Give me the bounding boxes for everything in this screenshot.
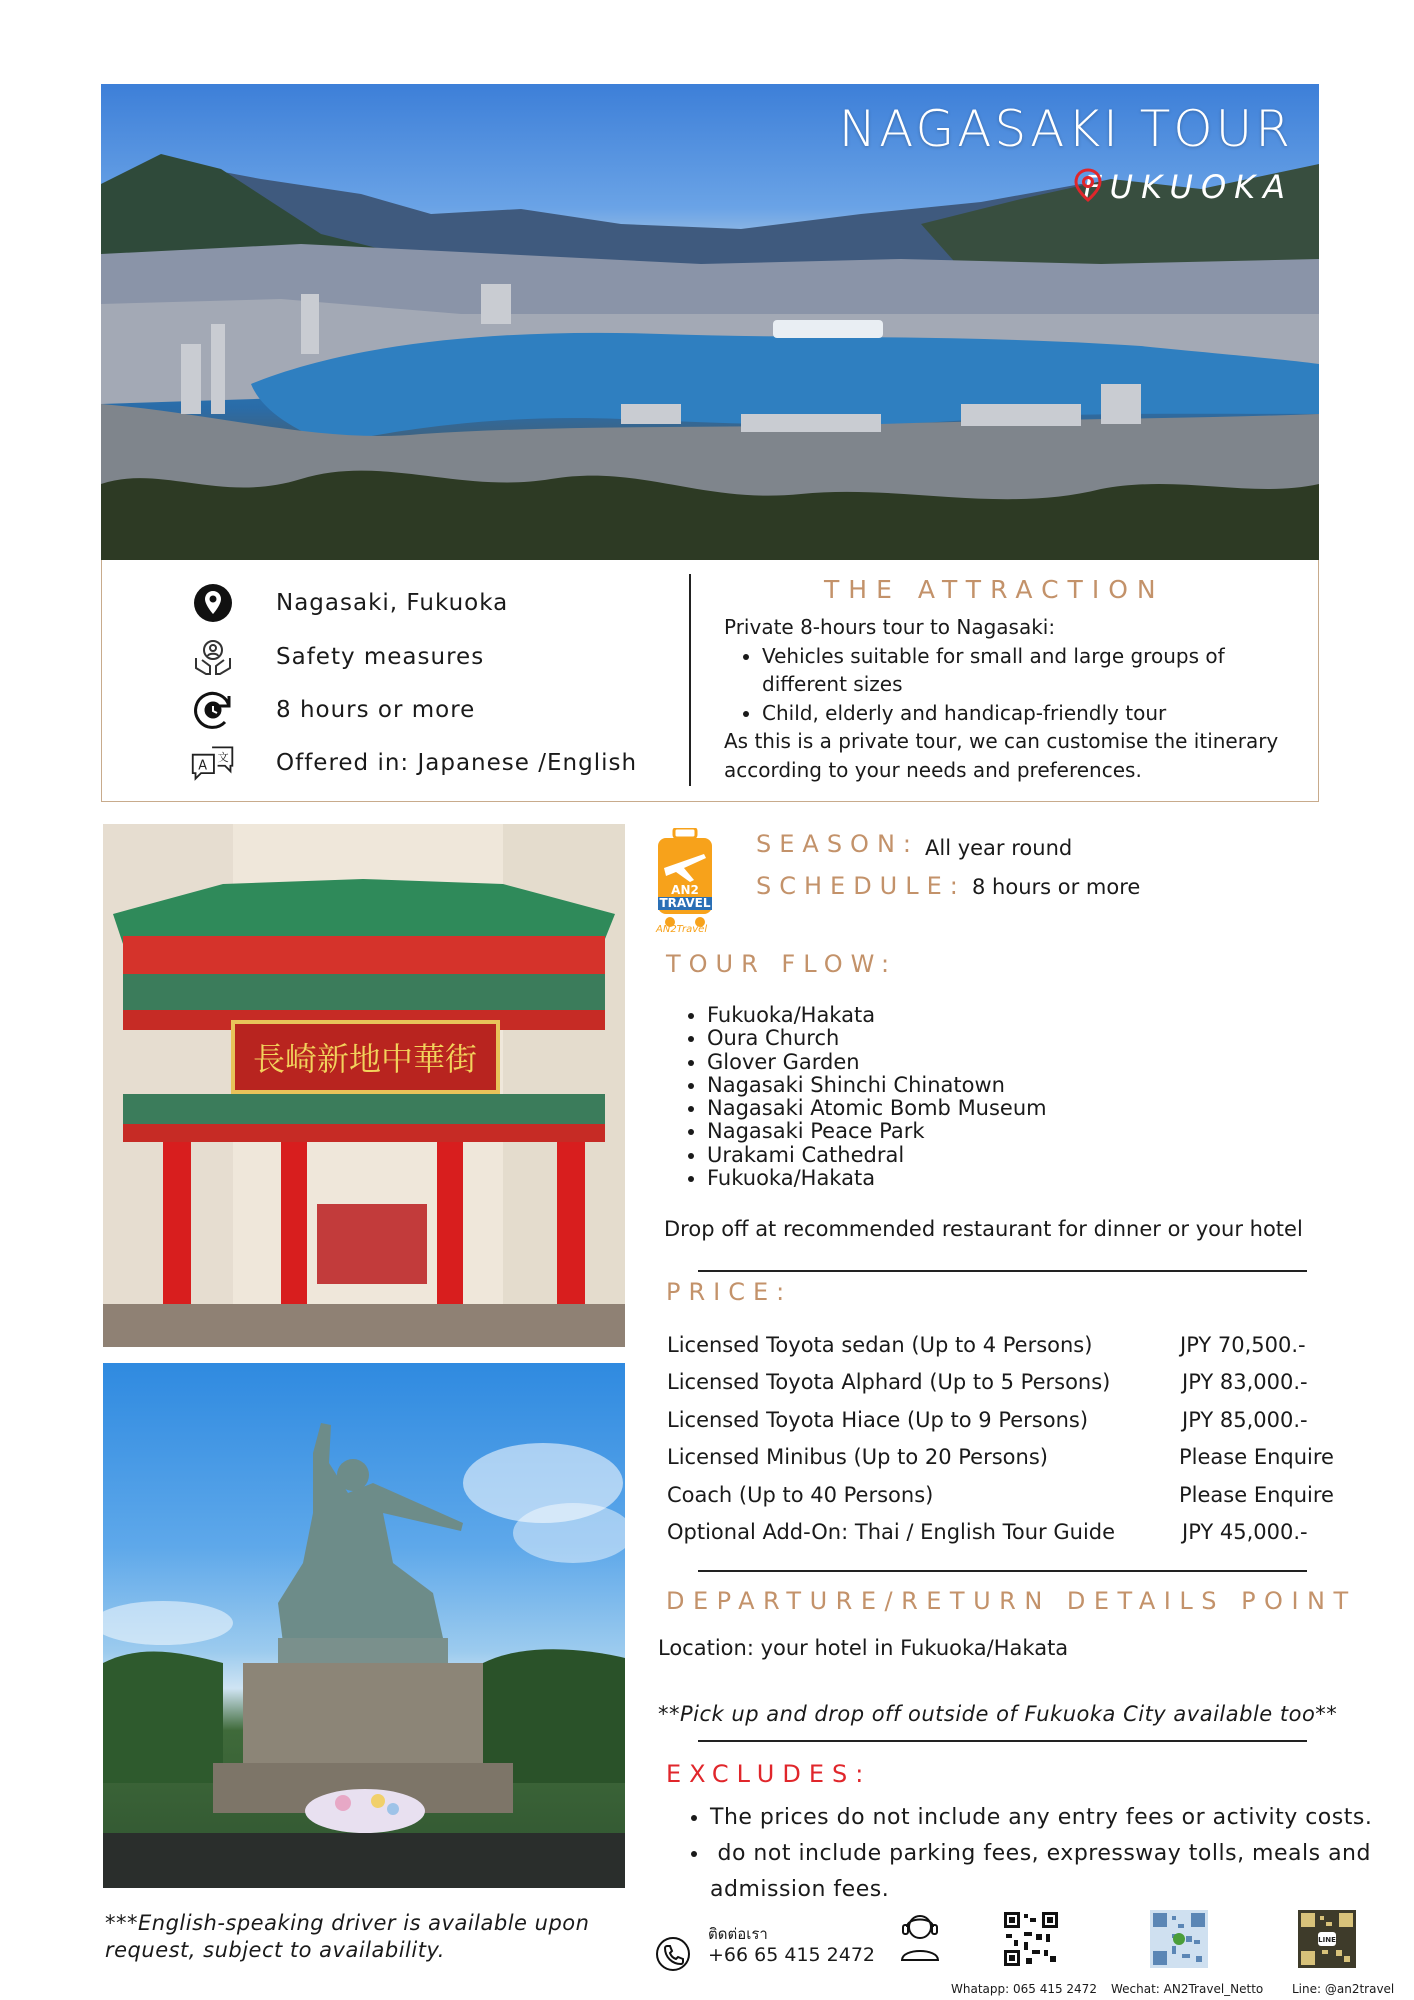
location-pin-icon xyxy=(190,580,236,626)
departure-label: DEPARTURE/RETURN DETAILS POINT xyxy=(666,1587,1357,1615)
price-amount: JPY 70,500.- xyxy=(1180,1333,1306,1357)
tour-region xyxy=(1073,168,1293,206)
attraction-bullet: • Vehicles suitable for small and large groups of different sizes xyxy=(762,642,1304,699)
phone-icon xyxy=(655,1936,691,1976)
schedule-value: 8 hours or more xyxy=(972,875,1141,899)
price-item: Optional Add-On: Thai / English Tour Guide xyxy=(667,1520,1116,1544)
price-row xyxy=(667,1445,1367,1469)
chinatown-sign-text: 長崎新地中華街 xyxy=(252,1040,478,1078)
price-row xyxy=(667,1408,1367,1432)
info-safety xyxy=(190,634,484,680)
wechat-label: Wechat: AN2Travel_Netto xyxy=(1111,1982,1264,1996)
attraction-bullets xyxy=(724,642,1304,728)
support-agent-icon xyxy=(898,1910,942,1966)
price-row xyxy=(667,1483,1367,1507)
price-item: Licensed Minibus (Up to 20 Persons) xyxy=(667,1445,1048,1469)
season-label: SEASON: xyxy=(756,830,919,858)
logo-line1: AN2 xyxy=(671,883,699,897)
price-amount: Please Enquire xyxy=(1179,1445,1334,1469)
whatsapp-label: Whatapp: 065 415 2472 xyxy=(951,1982,1097,1996)
logo-text xyxy=(659,883,711,910)
contact-phone[interactable]: +66 65 415 2472 xyxy=(708,1944,876,1966)
attraction-intro: Private 8-hours tour to Nagasaki: xyxy=(724,615,1056,639)
tour-stop: • Nagasaki Atomic Bomb Museum xyxy=(707,1097,1047,1120)
svg-text:A: A xyxy=(198,758,209,774)
clock-icon xyxy=(190,687,236,733)
chinatown-gate-photo xyxy=(103,824,625,1347)
price-amount: JPY 85,000.- xyxy=(1182,1408,1308,1432)
divider xyxy=(698,1740,1307,1742)
tour-stop: • Fukuoka/Hakata xyxy=(707,1004,1047,1027)
schedule-label: SCHEDULE: xyxy=(756,872,966,900)
price-label: PRICE: xyxy=(666,1278,793,1306)
departure-note: **Pick up and drop off outside of Fukuoka City available too** xyxy=(658,1702,1338,1726)
divider xyxy=(698,1270,1307,1272)
tour-stop: • Oura Church xyxy=(707,1027,1047,1050)
svg-text:LINE: LINE xyxy=(1318,1936,1336,1944)
tour-stop: • Nagasaki Shinchi Chinatown xyxy=(707,1074,1047,1097)
an2-travel-logo xyxy=(654,828,716,938)
price-amount: Please Enquire xyxy=(1179,1483,1334,1507)
peace-statue-photo xyxy=(103,1363,625,1888)
info-duration xyxy=(190,687,475,733)
price-item: Coach (Up to 40 Persons) xyxy=(667,1483,934,1507)
dropoff-text: Drop off at recommended restaurant for dinner or your hotel xyxy=(664,1217,1303,1241)
line-qr-code[interactable] xyxy=(1298,1910,1356,1968)
tour-stop: • Fukuoka/Hakata xyxy=(707,1167,1047,1190)
attraction-bullet: • Child, elderly and handicap-friendly tour xyxy=(762,699,1304,728)
tour-stop: • Glover Garden xyxy=(707,1051,1047,1074)
exclude-item: • do not include parking fees, expressway tolls, meals and admission fees. xyxy=(710,1836,1414,1908)
info-divider xyxy=(689,574,691,786)
tour-stop: • Urakami Cathedral xyxy=(707,1144,1047,1167)
safety-hands-icon xyxy=(190,634,236,680)
price-item: Licensed Toyota sedan (Up to 4 Persons) xyxy=(667,1333,1093,1357)
price-amount: JPY 83,000.- xyxy=(1182,1370,1308,1394)
language-icon xyxy=(190,740,236,786)
attraction-outro: As this is a private tour, we can customise the itinerary according to your needs and preferences. xyxy=(724,729,1279,782)
info-location xyxy=(190,580,508,626)
excludes-list xyxy=(676,1800,1414,1908)
svg-text:文: 文 xyxy=(217,751,230,765)
tour-flow-label: TOUR FLOW: xyxy=(666,950,898,978)
info-location-label: Nagasaki, Fukuoka xyxy=(276,590,509,616)
season-value: All year round xyxy=(925,836,1073,860)
tour-flow-list xyxy=(667,1004,1047,1190)
line-label: Line: @an2travel xyxy=(1292,1982,1395,1996)
region-label: FUKUOKA xyxy=(1083,168,1293,206)
price-row xyxy=(667,1370,1367,1394)
tour-title: NAGASAKI TOUR xyxy=(838,100,1293,158)
info-box xyxy=(101,560,1319,802)
tour-stop: • Nagasaki Peace Park xyxy=(707,1120,1047,1143)
price-row xyxy=(667,1333,1367,1357)
exclude-item: • The prices do not include any entry fees or activity costs. xyxy=(710,1800,1414,1836)
attraction-text xyxy=(724,613,1304,784)
contact-label: ติดต่อเรา xyxy=(708,1925,768,1943)
info-language xyxy=(190,740,637,786)
wechat-qr-code[interactable] xyxy=(1150,1910,1208,1968)
excludes-label: EXCLUDES: xyxy=(666,1760,872,1788)
divider xyxy=(698,1570,1307,1572)
attraction-title: THE ATTRACTION xyxy=(824,575,1165,604)
driver-note: ***English-speaking driver is available upon request, subject to availability. xyxy=(105,1911,590,1962)
price-item: Licensed Toyota Hiace (Up to 9 Persons) xyxy=(667,1408,1089,1432)
departure-location: Location: your hotel in Fukuoka/Hakata xyxy=(658,1636,1069,1660)
info-safety-label: Safety measures xyxy=(276,644,485,670)
hero-banner xyxy=(101,84,1319,560)
whatsapp-qr-code[interactable] xyxy=(1002,1910,1060,1968)
price-row xyxy=(667,1520,1367,1544)
price-item: Licensed Toyota Alphard (Up to 5 Persons) xyxy=(667,1370,1111,1394)
price-amount: JPY 45,000.- xyxy=(1182,1520,1308,1544)
info-language-label: Offered in: Japanese /English xyxy=(276,750,638,776)
logo-line2: TRAVEL xyxy=(659,896,711,910)
logo-script: AN2Travel xyxy=(656,924,708,935)
info-duration-label: 8 hours or more xyxy=(276,697,476,723)
